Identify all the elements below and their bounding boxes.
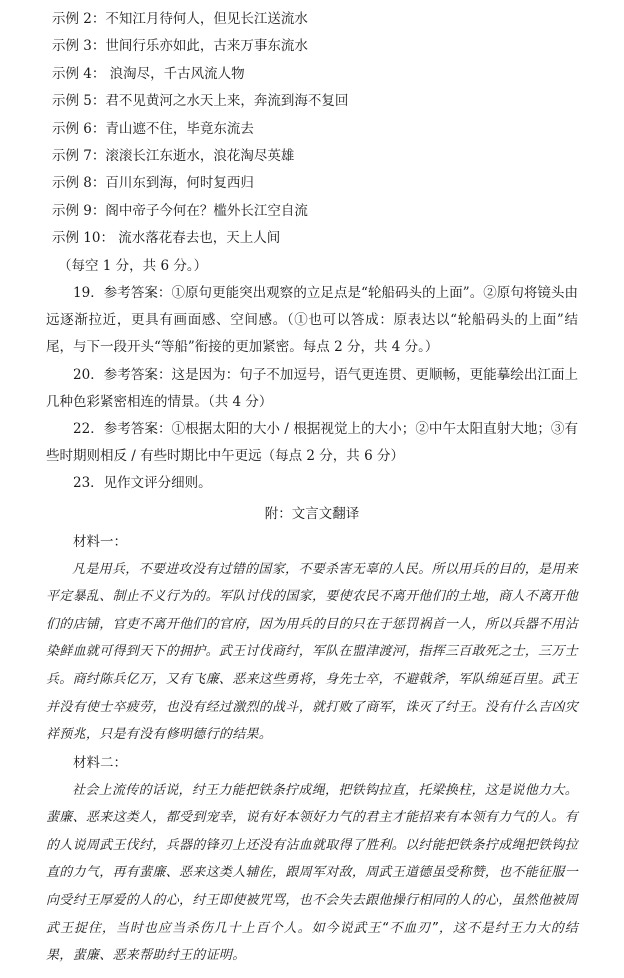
answer-19: 19．参考答案：①原句更能突出观察的立足点是“轮船码头的上面”。②原句将镜头由远逐渐拉近，更具有画面感、空间感。（①也可以答成：原表达以“轮船码头的上面”结尾，与下一段开头“等船”衔接的更加紧密。每点 2 分，共 4 分。） <box>46 284 578 356</box>
example-item: 示例 5：君不见黄河之水天上来，奔流到海不复回 <box>52 93 349 110</box>
example-item: 示例 6：青山遮不住，毕竟东流去 <box>52 120 254 137</box>
example-item: 示例 10： 流水落花春去也，天上人间 <box>52 230 281 247</box>
answer-22: 22．参考答案：①根据太阳的大小 / 根据视觉上的大小；②中午太阳直射大地；③有些时期则相反 / 有些时期比中午更远（每点 2 分，共 6 分） <box>46 420 578 465</box>
example-item: 示例 4： 浪淘尽，千古风流人物 <box>52 65 245 82</box>
example-item: 示例 3：世间行乐亦如此，古来万事东流水 <box>52 38 308 55</box>
example-item: 示例 7：滚滚长江东逝水，浪花淘尽英雄 <box>52 147 295 164</box>
material2-text: 社会上流传的话说，纣王力能把铁条拧成绳，把铁钩拉直，托梁换柱，这是说他力大。蜚廉、恶来这类人，都受到宠幸，说有好本领好力气的君主才能招来有本领有力气的人。有的人说周武王伐纣，兵器的锋刃上还没有沾血就取得了胜利。以纣能把铁条拧成绳把铁钩拉直的力气，再有蜚廉、恶来这类人辅佐，跟周军对敌，周武王道德虽受称赞，也不能征服一向受纣王厚爱的人的心，纣王即使被咒骂，也不会失去跟他操行相同的人的心，虽然他被周武王捉住，当时也应当杀伤几十上百个人。如今说武王“不血刃”，这不是纣王力大的结果，蜚廉、恶来帮助纣王的证明。 <box>46 782 579 964</box>
material1-text: 凡是用兵，不要进攻没有过错的国家，不要杀害无辜的人民。所以用兵的目的，是用来平定暴乱、制止不义行为的。军队讨伐的国家，要使农民不离开他们的土地，商人不离开他们的店铺，官吏不离开他们的官府，因为用兵的目的只在于惩罚祸首一人，所以兵器不用沾染鲜血就可得到天下的拥护。武王讨伐商纣，军队在盟津渡河，指挥三百敢死之士，三万士兵。商纣陈兵亿万，又有飞廉、恶来这些勇将，身先士卒，不避戟斧，军队绵延百里。武王并没有使士卒疲劳，也没有经过激烈的战斗，就打败了商军，诛灭了纣王。没有什么吉凶灾祥预兆，只是有没有修明德行的结果。 <box>46 561 579 743</box>
material1-heading: 材料一： <box>73 533 127 550</box>
score-note: （每空 1 分，共 6 分。） <box>58 257 208 274</box>
material2-heading: 材料二： <box>73 754 127 771</box>
example-item: 示例 9：阁中帝子今何在？槛外长江空自流 <box>52 202 308 219</box>
answer-20: 20．参考答案：这是因为：句子不加逗号，语气更连贯、更顺畅，更能摹绘出江面上几种色彩紧密相连的情景。（共 4 分） <box>46 366 578 410</box>
answer-23: 23．见作文评分细则。 <box>73 475 212 492</box>
example-item: 示例 2：不知江月待何人，但见长江送流水 <box>52 11 308 27</box>
example-list <box>46 6 578 253</box>
example-item: 示例 8：百川东到海，何时复西归 <box>52 175 254 192</box>
appendix-title: 附：文言文翻译 <box>264 505 360 522</box>
